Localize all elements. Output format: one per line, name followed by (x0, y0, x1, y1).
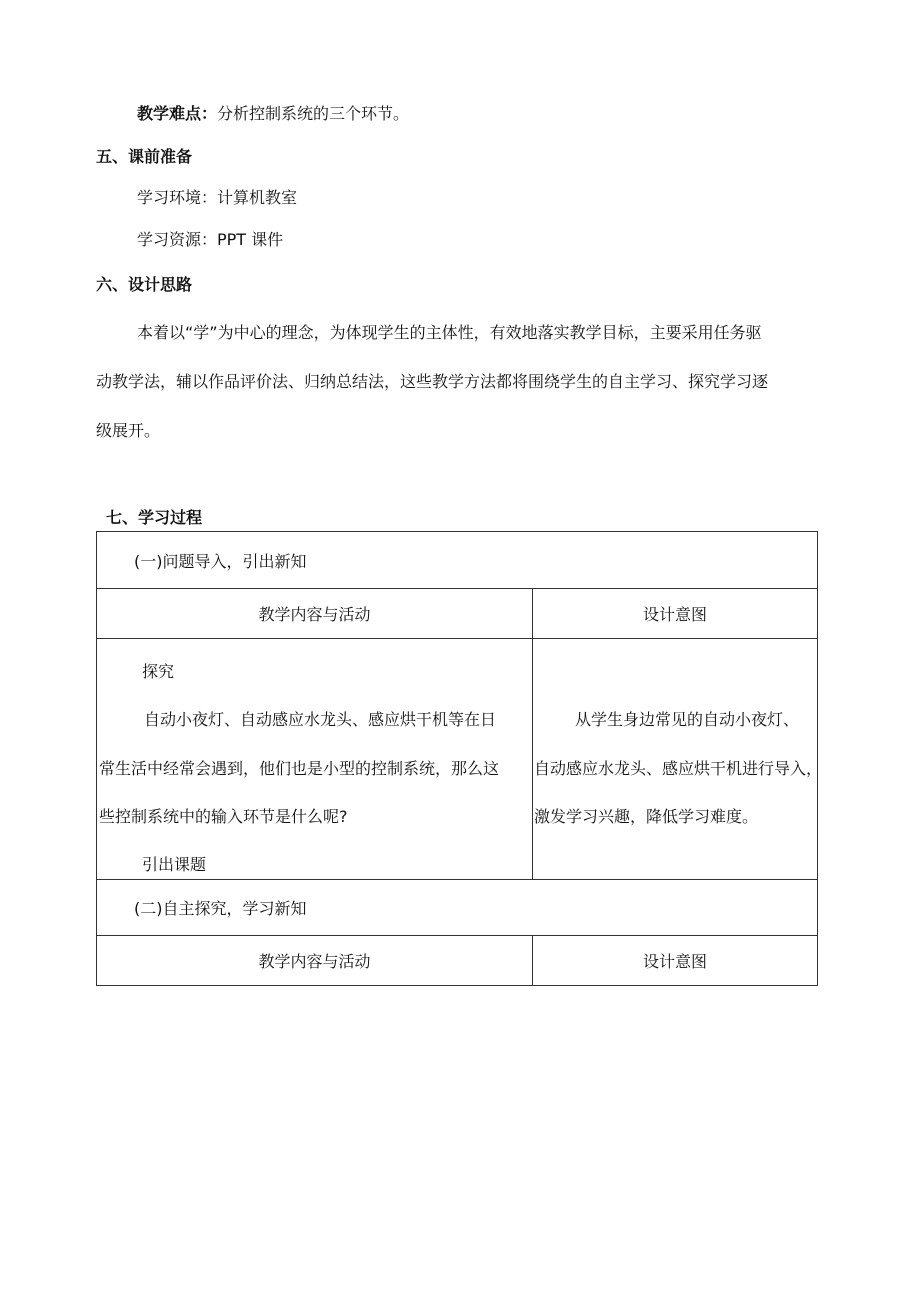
part1-right-line-1: 从学生身边常见的自动小夜灯、 (575, 710, 800, 729)
table-rule (97, 879, 817, 880)
part1-right-line-3: 激发学习兴趣，降低学习难度。 (534, 807, 759, 826)
part1-title: (一)问题导入，引出新知 (134, 552, 307, 571)
section6-heading: 六、设计思路 (96, 275, 193, 294)
table-column-rule (532, 588, 533, 879)
section7-heading: 七、学习过程 (106, 508, 203, 527)
part2-header-intent: 设计意图 (642, 952, 707, 971)
table-rule (97, 935, 817, 936)
part1-header-content: 教学内容与活动 (258, 605, 371, 624)
difficulty-line (137, 104, 409, 124)
difficulty-label: 教学难点： (137, 104, 218, 123)
part1-left-line-4: 些控制系统中的输入环节是什么呢? (99, 807, 348, 826)
section6-line-1: 本着以“学”为中心的理念，为体现学生的主体性，有效地落实教学目标，主要采用任务驱 (137, 323, 762, 342)
part1-left-line-3: 常生活中经常会遇到，他们也是小型的控制系统，那么这 (99, 759, 500, 778)
section6-line-3: 级展开。 (96, 421, 161, 440)
part1-left-line-5: 引出课题 (142, 855, 207, 874)
table-rule (97, 588, 817, 589)
learning-process-table (96, 531, 823, 986)
table-rule (97, 638, 817, 639)
part1-right-line-2: 自动感应水龙头、感应烘干机进行导入， (534, 759, 823, 778)
section5-resource: 学习资源：PPT 课件 (137, 230, 284, 249)
section5-heading: 五、课前准备 (96, 147, 193, 166)
section5-env: 学习环境：计算机教室 (137, 188, 298, 207)
section6-line-2: 动教学法，辅以作品评价法、归纳总结法，这些教学方法都将围绕学生的自主学习、探究学习逐 (96, 372, 769, 391)
part1-left-line-1: 探究 (142, 662, 175, 681)
part2-header-content: 教学内容与活动 (258, 952, 371, 971)
part1-left-line-2: 自动小夜灯、自动感应水龙头、感应烘干机等在日 (144, 710, 497, 729)
difficulty-text: 分析控制系统的三个环节。 (217, 104, 410, 123)
part1-header-intent: 设计意图 (642, 605, 707, 624)
part2-title: (二)自主探究，学习新知 (134, 899, 307, 918)
